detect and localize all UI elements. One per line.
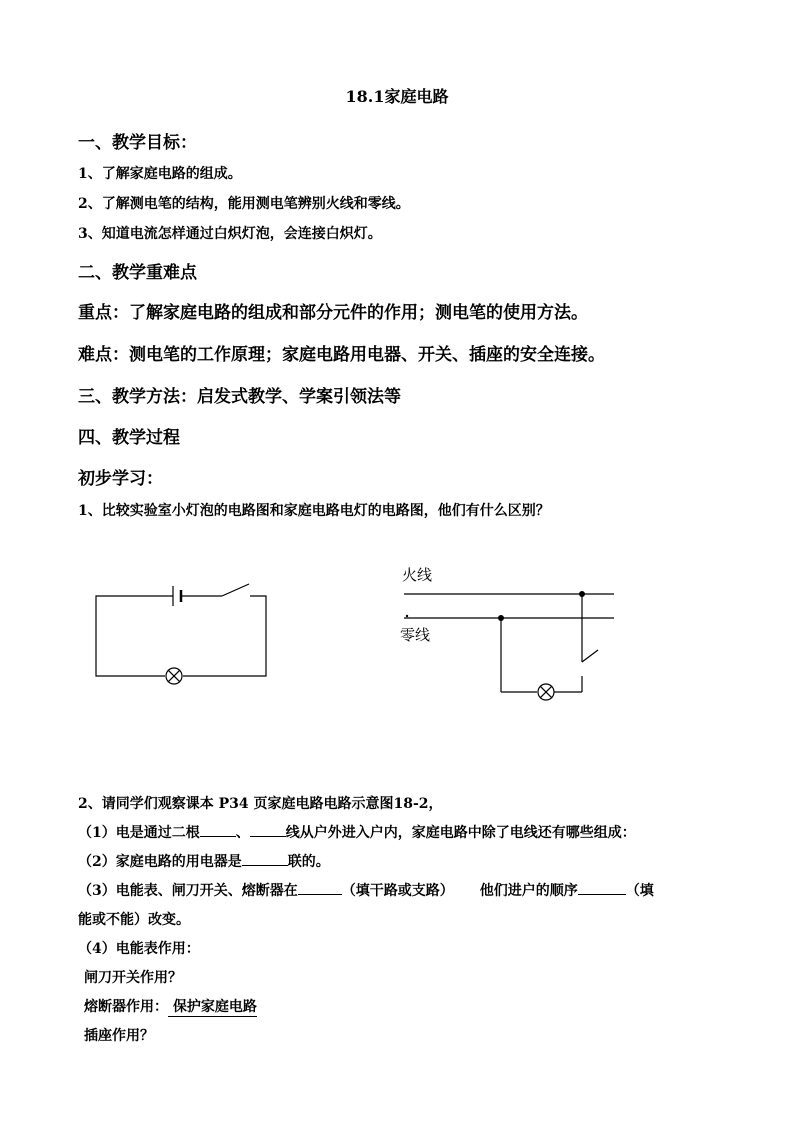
question-2-2-text: 联的。	[287, 854, 330, 870]
answer-blank[interactable]	[200, 822, 236, 837]
neutral-wire-label: 零线	[400, 626, 431, 644]
answer-blank[interactable]	[242, 851, 288, 866]
junction-dot	[579, 591, 585, 597]
answer-blank[interactable]	[578, 880, 626, 895]
live-wire-label: 火线	[402, 566, 433, 584]
question-1: 1、比较实验室小灯泡的电路图和家庭电路电灯的电路图，他们有什么区别？	[78, 503, 550, 519]
section-heading-methods: 三、教学方法：启发式教学、学案引领法等	[78, 387, 401, 407]
question-2-3-text: 他们进户的顺序	[479, 883, 578, 899]
page-title: 18.1家庭电路	[345, 87, 449, 106]
question-2-1	[78, 822, 636, 842]
goal-item-1: 1、了解家庭电路的组成。	[78, 166, 242, 182]
fuse-question	[84, 996, 257, 1016]
question-2-3-continued: 能或不能）改变。	[78, 912, 190, 928]
question-2: 2、请同学们观察课本 P34 页家庭电路电路示意图18-2，	[78, 796, 443, 812]
fuse-label: 熔断器作用：	[84, 999, 168, 1015]
question-2-2-text: （2）家庭电路的用电器是	[78, 854, 242, 870]
question-2-1-text: 、	[235, 825, 250, 841]
question-2-3-text: （填干路或支路）	[341, 883, 454, 899]
question-2-3	[78, 880, 654, 900]
junction-dot	[406, 615, 408, 617]
section-heading-key-points: 二、教学重难点	[78, 263, 197, 283]
question-2-2	[78, 851, 330, 871]
difficult-point-text: 难点：测电笔的工作原理；家庭电路用电器、开关、插座的安全连接。	[78, 345, 605, 365]
question-2-3-text: （3）电能表、闸刀开关、熔断器在	[78, 883, 298, 899]
question-2-1-text: （1）电是通过二根	[78, 825, 200, 841]
socket-question: 插座作用？	[84, 1028, 154, 1044]
question-2-3-text: （填	[625, 883, 654, 899]
answer-blank[interactable]	[298, 880, 342, 895]
prelim-heading: 初步学习：	[78, 469, 163, 489]
answer-blank[interactable]	[250, 822, 286, 837]
fuse-answer: 保护家庭电路	[168, 999, 257, 1015]
question-2-1-text: 线从户外进入户内，家庭电路中除了电线还有哪些组成：	[285, 825, 636, 841]
junction-dot	[498, 615, 504, 621]
switch-blade	[582, 650, 598, 662]
knife-switch-question: 闸刀开关作用？	[84, 970, 182, 986]
section-heading-process: 四、教学过程	[78, 428, 180, 448]
section-heading-goals: 一、教学目标：	[78, 133, 197, 153]
question-2-4: （4）电能表作用：	[78, 941, 200, 957]
goal-item-2: 2、了解测电笔的结构，能用测电笔辨别火线和零线。	[78, 196, 410, 212]
key-point-text: 重点：了解家庭电路的组成和部分元件的作用；测电笔的使用方法。	[78, 303, 588, 323]
goal-item-3: 3、知道电流怎样通过白炽灯泡，会连接白炽灯。	[78, 226, 382, 242]
